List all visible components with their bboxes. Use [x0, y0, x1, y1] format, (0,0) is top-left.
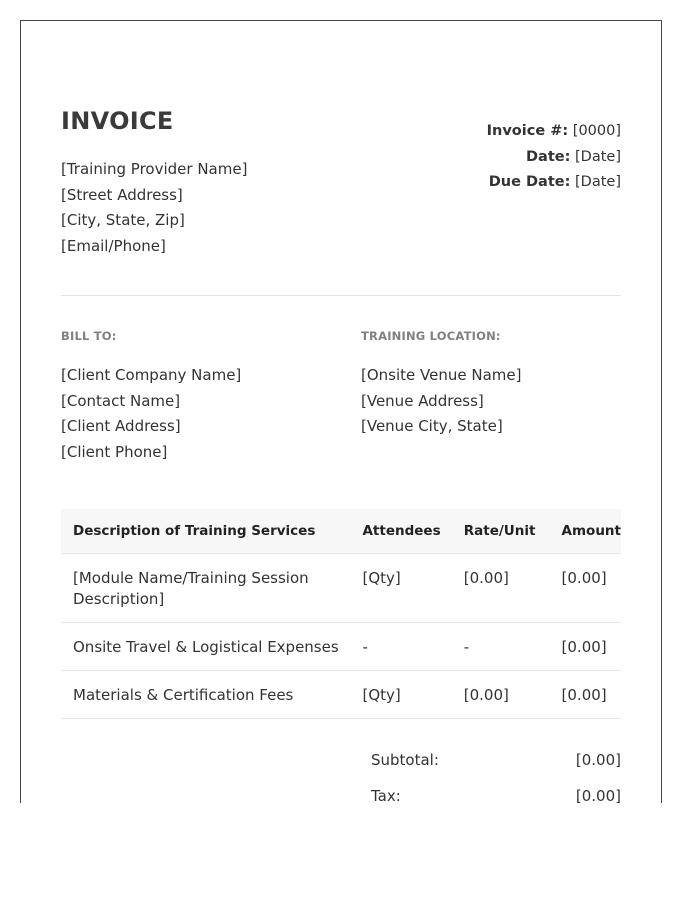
table-row [61, 671, 621, 719]
line-items-table [61, 509, 621, 719]
subtotal-label: Subtotal: [371, 751, 439, 769]
provider-city: [City, State, Zip] [61, 211, 185, 229]
client-contact: [Contact Name] [61, 391, 181, 410]
venue-name: [Onsite Venue Name] [361, 366, 522, 384]
invoice-meta [487, 119, 621, 196]
table-header-row [61, 509, 621, 554]
provider-name: [Training Provider Name] [61, 160, 248, 178]
invoice-number-row [487, 119, 621, 145]
training-location-block [361, 363, 521, 440]
row-attendees: [Qty] [350, 671, 451, 719]
provider-contact: [Email/Phone] [61, 236, 166, 255]
row-attendees: - [350, 623, 451, 671]
table-row [61, 554, 621, 623]
provider-info [61, 157, 247, 259]
row-amount: [0.00] [550, 554, 621, 623]
bill-to-label: BILL TO: [61, 329, 117, 343]
venue-address: [Venue Address] [361, 391, 484, 410]
row-description: Materials & Certification Fees [61, 671, 350, 719]
header-description: Description of Training Services [61, 509, 350, 554]
invoice-date-value: [Date] [575, 148, 621, 165]
row-rate: [0.00] [452, 671, 550, 719]
client-address: [Client Address] [61, 417, 181, 435]
header-rate: Rate/Unit [452, 509, 550, 554]
invoice-sheet [20, 20, 662, 803]
invoice-date-label: Date: [526, 148, 571, 165]
invoice-title: INVOICE [61, 107, 174, 135]
invoice-date-row [487, 145, 621, 171]
tax-value: [0.00] [575, 787, 621, 803]
totals-block [371, 751, 621, 803]
invoice-number-label: Invoice #: [486, 123, 569, 139]
invoice-number-value: [0000] [572, 123, 621, 139]
client-company: [Client Company Name] [61, 366, 242, 384]
subtotal-value: [0.00] [575, 751, 621, 769]
row-amount: [0.00] [550, 623, 621, 671]
subtotal-row [371, 751, 621, 787]
row-description: Onsite Travel & Logistical Expenses [61, 623, 350, 671]
tax-row [371, 787, 621, 803]
bill-to-block [61, 363, 241, 465]
header-attendees: Attendees [350, 509, 451, 554]
header-divider [61, 295, 621, 296]
client-phone: [Client Phone] [61, 442, 168, 461]
row-attendees: [Qty] [350, 554, 451, 623]
row-description: [Module Name/Training Session Description] [61, 554, 350, 623]
venue-city: [Venue City, State] [361, 417, 503, 435]
invoice-due-value: [Date] [575, 174, 621, 190]
row-rate: [0.00] [452, 554, 550, 623]
training-location-label: TRAINING LOCATION: [361, 329, 501, 343]
row-amount: [0.00] [550, 671, 621, 719]
provider-street: [Street Address] [61, 185, 183, 204]
header-amount: Amount [550, 509, 621, 554]
invoice-due-row [487, 170, 621, 196]
tax-label: Tax: [371, 787, 401, 803]
invoice-due-label: Due Date: [488, 174, 571, 190]
table-row [61, 623, 621, 671]
row-rate: - [452, 623, 550, 671]
